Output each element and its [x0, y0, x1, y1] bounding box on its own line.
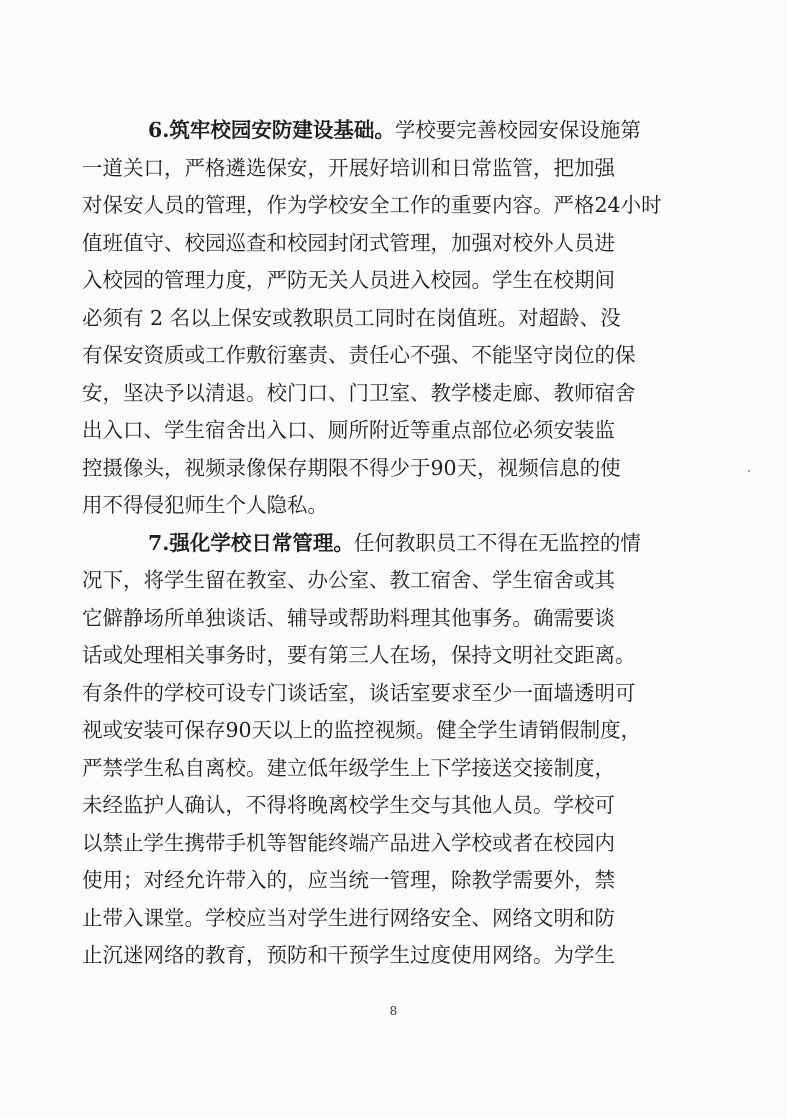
paragraph-6-heading: 6.筑牢校园安防建设基础。 — [148, 118, 395, 142]
paragraph-7-line-2: 况下，将学生留在教室、办公室、教工宿舍、学生宿舍或其 — [82, 568, 615, 592]
paragraph-6-line-10: 控摄像头，视频录像保存期限不得少于90天，视频信息的使 — [82, 455, 621, 480]
paragraph-7-line-4: 话或处理相关事务时，要有第三人在场，保持文明社交距离。 — [82, 643, 636, 667]
paragraph-6-line-3: 对保安人员的管理，作为学校安全工作的重要内容。严格24小时 — [82, 193, 662, 217]
paragraph-6-line-5: 入校园的管理力度，严防无关人员进入校园。学生在校期间 — [82, 268, 615, 292]
paragraph-7-line-8: 未经监护人确认，不得将晚离校学生交与其他人员。学校可 — [82, 793, 615, 817]
page-number: 8 — [389, 1004, 398, 1018]
paragraph-6-line-7: 有保安资质或工作敷衍塞责、责任心不强、不能坚守岗位的保 — [82, 343, 636, 367]
paragraph-6-line-2: 一道关口，严格遴选保安，开展好培训和日常监管，把加强 — [82, 155, 615, 180]
paragraph-7-line-10: 使用；对经允许带入的，应当统一管理，除教学需要外，禁 — [82, 868, 615, 892]
paragraph-7-line-6: 视或安装可保存90天以上的监控视频。健全学生请销假制度， — [82, 718, 642, 742]
paragraph-7-line-12: 止沉迷网络的教育，预防和干预学生过度使用网络。为学生 — [82, 943, 615, 967]
paragraph-6-line-8: 安，坚决予以清退。校门口、门卫室、教学楼走廊、教师宿舍 — [82, 380, 636, 405]
paragraph-6-line-1 — [82, 112, 702, 150]
paragraph-7-line-9: 以禁止学生携带手机等智能终端产品进入学校或者在校园内 — [82, 830, 615, 855]
paragraph-6-line-4: 值班值守、校园巡查和校园封闭式管理，加强对校外人员进 — [82, 230, 615, 255]
paragraph-7-heading: 7.强化学校日常管理。 — [148, 530, 354, 555]
scan-speck — [748, 470, 750, 472]
paragraph-7-text: 任何教职员工不得在无监控的情 — [353, 530, 641, 555]
paragraph-7-line-7: 严禁学生私自离校。建立低年级学生上下学接送交接制度， — [82, 755, 615, 780]
paragraph-7-line-5: 有条件的学校可设专门谈话室，谈话室要求至少一面墙透明可 — [82, 680, 636, 705]
paragraph-6-line-6: 必须有 2 名以上保安或教职员工同时在岗值班。对超龄、没 — [82, 305, 621, 330]
paragraph-6-line-9: 出入口、学生宿舍出入口、厕所附近等重点部位必须安装监 — [82, 418, 615, 442]
paragraph-6-line-11: 用不得侵犯师生个人隐私。 — [82, 493, 328, 517]
paragraph-7-line-11: 止带入课堂。学校应当对学生进行网络安全、网络文明和防 — [82, 905, 615, 930]
paragraph-7-line-3: 它僻静场所单独谈话、辅导或帮助料理其他事务。确需要谈 — [82, 605, 615, 630]
paragraph-7-line-1 — [82, 525, 702, 563]
document-body — [82, 112, 702, 975]
paragraph-6-text: 学校要完善校园安保设施第 — [394, 118, 641, 142]
